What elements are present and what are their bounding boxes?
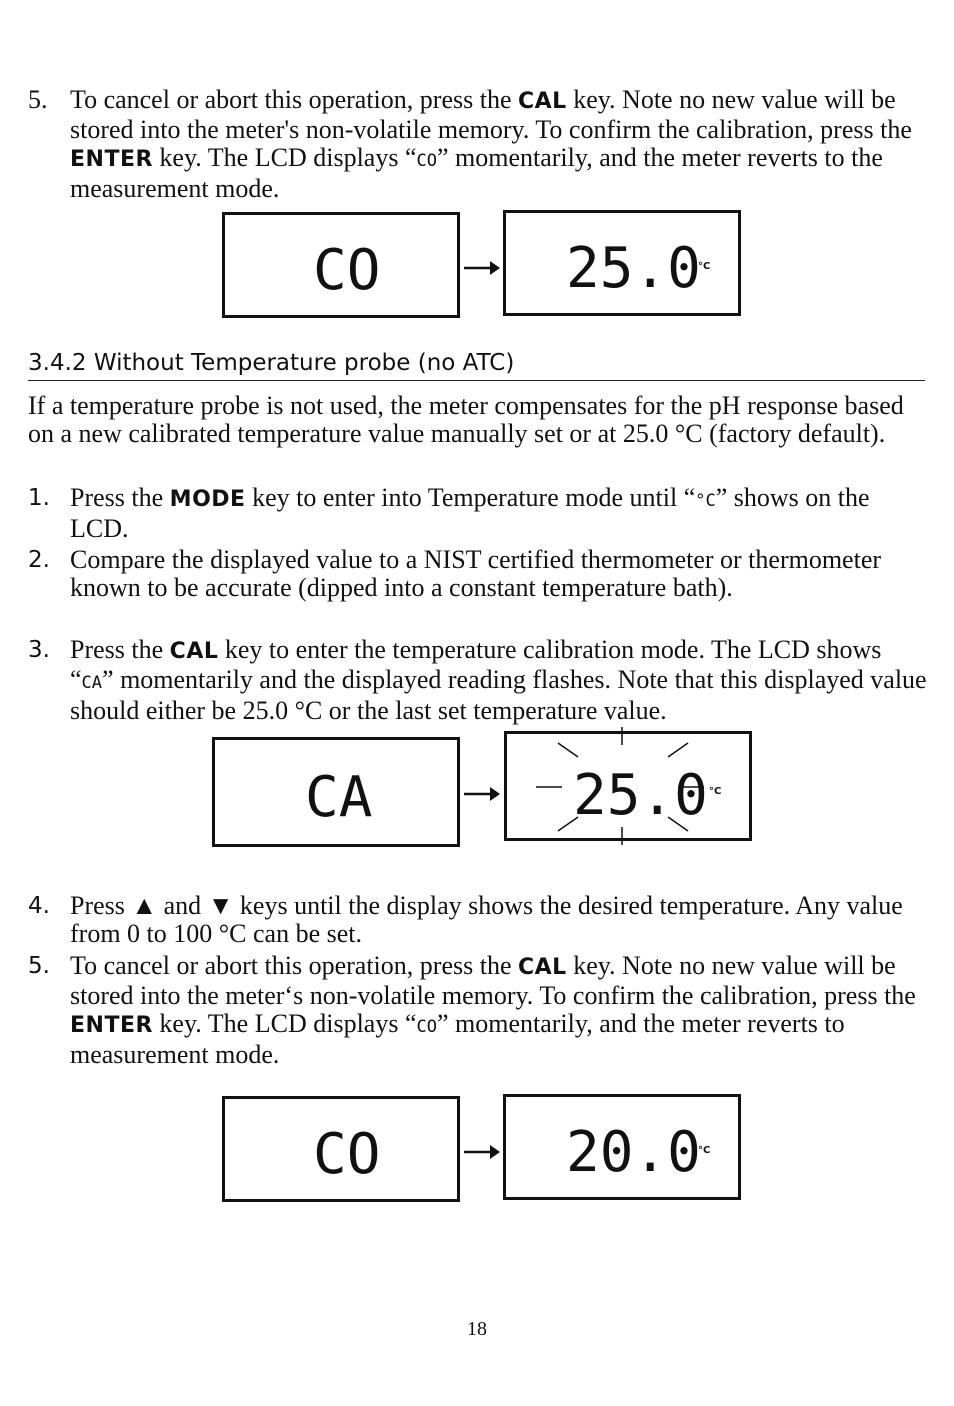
step-number: 3.	[28, 637, 50, 663]
enter-key-label: ENTER	[70, 147, 153, 172]
lcd-unit: °C	[698, 261, 711, 272]
page-number: 18	[467, 1318, 487, 1340]
step-1	[28, 484, 928, 543]
step-text: Compare the displayed value to a NIST certified thermometer or thermometer known to be accurate (dipped into a constant temperature bath).	[70, 545, 882, 602]
arrow-right-icon	[462, 258, 502, 278]
step-number: 5.	[28, 953, 50, 979]
step-number: 5.	[28, 85, 48, 114]
flash-rays-icon	[530, 725, 710, 847]
step-5-bottom	[28, 952, 928, 1069]
lcd-digits: CO	[313, 238, 381, 303]
lcd-segments	[225, 215, 457, 315]
lcd-inline-code: CO	[416, 151, 437, 171]
step-text: Press the CAL key to enter the temperature calibration mode. The LCD shows “CA” momentarily and the displayed reading flashes. Note that this displayed value should either be 25.0 °C or the last set temperature value.	[70, 635, 927, 725]
step-5-top	[28, 86, 928, 203]
cal-key-label: CAL	[169, 639, 219, 664]
step-text: To cancel or abort this operation, press the CAL key. Note no new value will be stored into the meter‘s non-volatile memory. To confirm the calibration, press the ENTER key. The LCD displays “CO” momentarily, and the meter reverts to measurement mode.	[70, 951, 916, 1069]
down-arrow-icon: ▼	[207, 891, 234, 920]
step-text: Press ▲ and ▼ keys until the display shows the desired temperature. Any value from 0 to 100 °C can be set.	[70, 891, 903, 948]
enter-key-label: ENTER	[70, 1013, 153, 1038]
lcd-digits: 25.0	[566, 236, 701, 301]
lcd-segments	[506, 1097, 738, 1197]
lcd-display-right	[503, 1094, 741, 1200]
mode-key-label: MODE	[169, 487, 246, 512]
lcd-display-left	[222, 1096, 460, 1202]
lcd-unit: °C	[709, 786, 722, 797]
lcd-segments	[225, 1099, 457, 1199]
lcd-digits: CA	[305, 765, 373, 830]
intro-paragraph: If a temperature probe is not used, the meter compensates for the pH response based on a new calibrated temperature value manually set or at 25.0 °C (factory default).	[28, 391, 904, 448]
up-arrow-icon: ▲	[131, 891, 158, 920]
step-number: 1.	[28, 485, 50, 511]
lcd-digits: 20.0	[566, 1120, 701, 1185]
cal-key-label: CAL	[517, 955, 567, 980]
step-4	[28, 892, 928, 948]
lcd-digits: CO	[313, 1122, 381, 1187]
lcd-inline-code: °C	[695, 491, 716, 511]
cal-key-label: CAL	[517, 89, 567, 114]
lcd-display-left	[222, 212, 460, 318]
arrow-right-icon	[462, 784, 502, 804]
heading-rule	[28, 380, 925, 381]
lcd-unit: °C	[698, 1145, 711, 1156]
lcd-display-right	[503, 210, 741, 316]
lcd-inline-code: CA	[81, 673, 103, 693]
step-text: To cancel or abort this operation, press the CAL key. Note no new value will be stored into the meter's non-volatile memory. To confirm the calibration, press the ENTER key. The LCD displays “CO” momentarily, and the meter reverts to the measurement mode.	[70, 85, 912, 203]
step-text: Press the MODE key to enter into Temperature mode until “°C” shows on the LCD.	[70, 483, 870, 543]
step-number: 2.	[28, 547, 50, 573]
step-3	[28, 636, 928, 725]
lcd-inline-code: CO	[416, 1017, 437, 1037]
lcd-segments	[506, 213, 738, 313]
step-2	[28, 546, 928, 602]
section-heading: 3.4.2 Without Temperature probe (no ATC)	[28, 350, 515, 376]
arrow-right-icon	[462, 1142, 502, 1162]
lcd-segments	[215, 740, 457, 844]
lcd-digits: 25.0	[573, 763, 708, 828]
lcd-display-left	[212, 737, 460, 847]
step-number: 4.	[28, 893, 50, 919]
